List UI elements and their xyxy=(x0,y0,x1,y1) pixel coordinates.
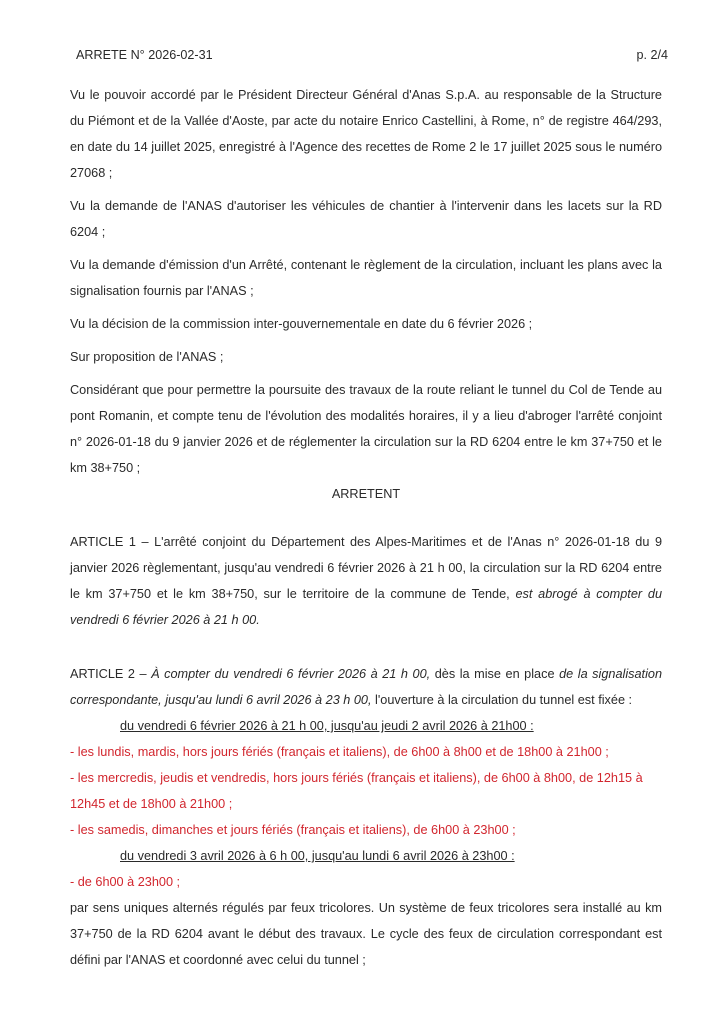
consideration-proposal: Sur proposition de l'ANAS ; xyxy=(70,350,224,364)
page-number: p. 2/4 xyxy=(636,48,668,62)
article-1-text: – L'arrêté conjoint du Département des Alpes-Maritimes et de l'Anas n° 2026-01-18 du 9 janvier 2026 règlementant, jusqu'au vendredi 6 février 2026 à 21 h 00, la circulation sur la RD 6204 entre le km 37+750 et le km 38+750, sur le territoire de la commune de Tende, xyxy=(70,535,663,601)
consideration-whereas: Considérant que pour permettre la poursuite des travaux de la route reliant le tunnel du Col de Tende au pont Romanin, et compte tenu de l'évolution des modalités horaires, il y a lieu d'abroger l'arrêté conjoint n° 2026-01-18 du 9 janvier 2026 et de réglementer la circulation sur la RD 6204 entre le km 37+750 et le km 38+750 ; xyxy=(70,383,662,475)
article-1-italic: est abrogé à compter du vendredi 6 février 2026 à 21 h 00. xyxy=(70,587,663,627)
consideration-power: Vu le pouvoir accordé par le Président Directeur Général d'Anas S.p.A. au responsable de la Structure du Piémont et de la Vallée d'Aoste, par acte du notaire Enrico Castellini, à Rome, n° de registre 464/293, en date du 14 juillet 2025, enregistré à l'Agence des recettes de Rome 2 le 17 juillet 2025 sous le numéro 27068 ; xyxy=(70,88,662,180)
article-1 xyxy=(70,529,662,633)
article-2-closing: par sens uniques alternés régulés par feux tricolores. Un système de feux tricolores sera installé au km 37+750 de la RD 6204 avant le début des travaux. Le cycle des feux de circulation correspondant est défini par l'ANAS et coordonné avec celui du tunnel ; xyxy=(70,901,662,967)
period-2-item: - de 6h00 à 23h00 ; xyxy=(70,875,181,889)
decision-heading: ARRETENT xyxy=(331,487,401,501)
consideration-request-vehicles: Vu la demande de l'ANAS d'autoriser les véhicules de chantier à l'intervenir dans les lacets sur la RD 6204 ; xyxy=(70,199,662,239)
article-2-italic-2: de la signalisation correspondante, jusqu'au lundi 6 avril 2026 à 23 h 00, xyxy=(70,667,663,707)
period-1-item: - les samedis, dimanches et jours fériés (français et italiens), de 6h00 à 23h00 ; xyxy=(70,823,516,837)
period-2-heading xyxy=(70,843,662,869)
period-2-text: du vendredi 3 avril 2026 à 6 h 00, jusqu'au lundi 6 avril 2026 à 23h00 : xyxy=(120,849,515,863)
period-1-item: - les mercredis, jeudis et vendredis, hors jours fériés (français et italiens), de 6h00 à 8h00, de 12h15 à 12h45 et de 18h00 à 21h00 ; xyxy=(70,771,643,811)
article-2-text-2: l'ouverture à la circulation du tunnel est fixée : xyxy=(371,693,633,707)
consideration-request-decree: Vu la demande d'émission d'un Arrêté, contenant le règlement de la circulation, incluant les plans avec la signalisation fournis par l'ANAS ; xyxy=(70,258,662,298)
decree-reference: ARRETE N° 2026-02-31 xyxy=(76,48,213,62)
period-1-item: - les lundis, mardis, hors jours fériés (français et italiens), de 6h00 à 8h00 et de 18h00 à 21h00 ; xyxy=(70,745,609,759)
consideration-commission: Vu la décision de la commission inter-gouvernementale en date du 6 février 2026 ; xyxy=(70,317,533,331)
period-1-text: du vendredi 6 février 2026 à 21 h 00, jusqu'au jeudi 2 avril 2026 à 21h00 : xyxy=(120,719,534,733)
article-2-italic-1: À compter du vendredi 6 février 2026 à 21 h 00, xyxy=(151,667,431,681)
article-2-label: ARTICLE 2 – xyxy=(70,667,152,681)
article-2-intro xyxy=(70,661,662,713)
article-1-label: ARTICLE 1 xyxy=(70,535,136,549)
period-1-heading xyxy=(70,713,662,739)
document-body xyxy=(70,82,662,980)
article-2-text-1: dès la mise en place xyxy=(430,667,560,681)
